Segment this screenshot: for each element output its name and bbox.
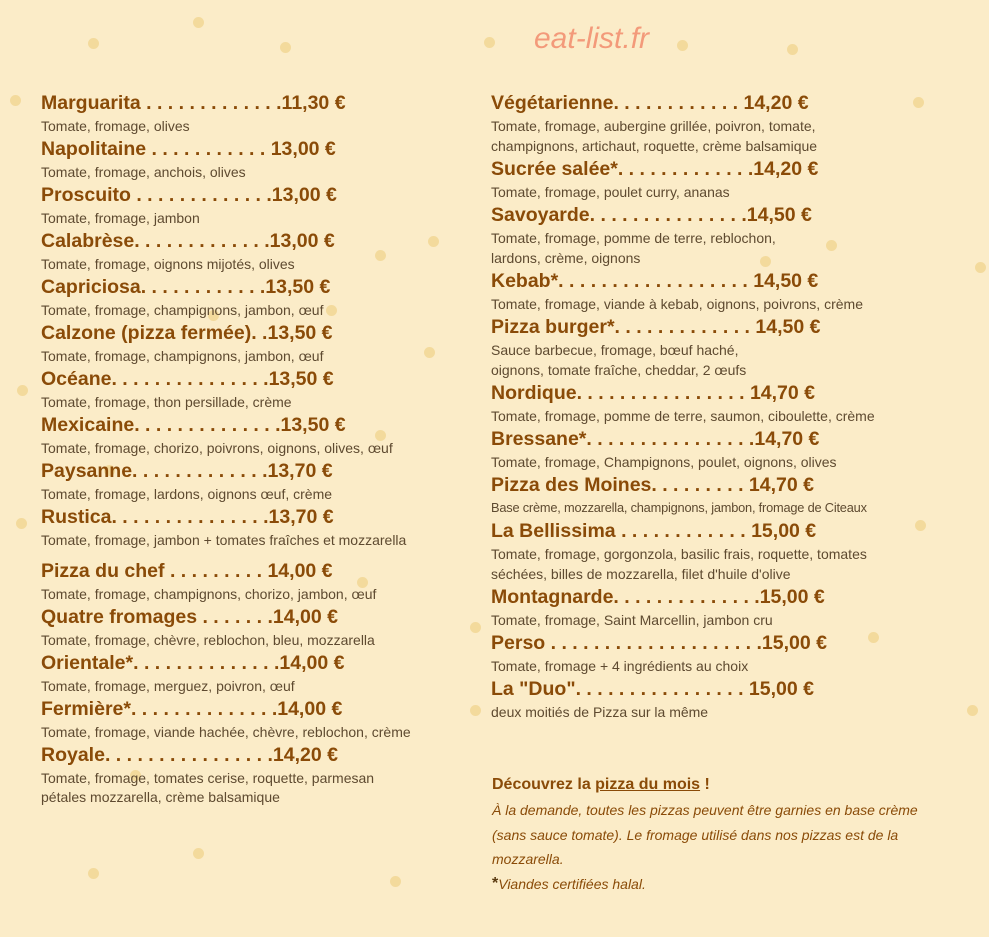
pizza-ingredients (491, 294, 971, 314)
pizza-ingredients (41, 585, 471, 604)
base-note-line: À la demande, toutes les pizzas peuvent être garnies en base crème (492, 802, 918, 818)
base-note-line: mozzarella. (492, 851, 564, 867)
pizza-name-price: Capriciosa. . . . . . . . . . . .13,50 € (41, 276, 331, 298)
pizza-ingredients (491, 610, 971, 630)
pizza-of-month-link[interactable]: pizza du mois (595, 776, 701, 793)
ingredients-line: Tomate, fromage, jambon + tomates fraîches et mozzarella (41, 532, 407, 548)
pizza-ingredients (491, 544, 971, 584)
menu-item (41, 228, 471, 274)
pizza-ingredients (491, 116, 971, 156)
pizza-of-month-title (492, 772, 972, 798)
ingredients-line: Tomate, fromage, pomme de terre, reblochon, (491, 230, 776, 246)
pizza-name-price: Calzone (pizza fermée). .13,50 € (41, 322, 333, 344)
ingredients-line: deux moitiés de Pizza sur la même (491, 704, 709, 720)
ingredients-line: champignons, artichaut, roquette, crème balsamique (491, 138, 818, 154)
asterisk: * (492, 874, 499, 892)
ingredients-line: Tomate, fromage, aubergine grillée, poivron, tomate, (491, 118, 816, 134)
ingredients-line: Tomate, fromage, poulet curry, ananas (491, 184, 730, 200)
menu-item (41, 90, 471, 136)
menu-item (491, 156, 971, 202)
pizza-ingredients (41, 439, 471, 458)
pizza-ingredients (491, 656, 971, 676)
base-note-line: (sans sauce tomate). Le fromage utilisé dans nos pizzas est de la (492, 826, 899, 843)
pizza-name-price: La Bellissima . . . . . . . . . . . . 15,00 € (491, 520, 817, 542)
ingredients-line: oignons, tomate fraîche, cheddar, 2 œufs (491, 362, 747, 378)
footer-info (492, 772, 972, 896)
ingredients-line: Tomate, fromage, chorizo, poivrons, oignons, olives, œuf (41, 440, 393, 456)
pizza-name-price: Royale. . . . . . . . . . . . . . . .14,20 € (41, 744, 338, 766)
ingredients-line: Tomate, fromage, tomates cerise, roquette, parmesan (41, 770, 375, 786)
pizza-name-price: La "Duo". . . . . . . . . . . . . . . . 15,00 € (491, 678, 814, 700)
ingredients-line: Tomate, fromage, pomme de terre, saumon, ciboulette, crème (491, 408, 875, 424)
ingredients-line: Tomate, fromage + 4 ingrédients au choix (491, 658, 749, 674)
pizza-ingredients (41, 163, 471, 182)
pizza-ingredients (41, 347, 471, 366)
pizza-ingredients (41, 209, 471, 228)
menu-item (491, 268, 971, 314)
ingredients-line: Tomate, fromage, anchois, olives (41, 164, 246, 180)
ingredients-line: Tomate, fromage, Saint Marcellin, jambon cru (491, 612, 773, 628)
pizza-ingredients (41, 485, 471, 504)
pizza-ingredients (41, 631, 471, 650)
pizza-name-price: Quatre fromages . . . . . . .14,00 € (41, 606, 338, 628)
menu-item (41, 412, 471, 458)
ingredients-line: Tomate, fromage, champignons, jambon, œuf (41, 348, 324, 364)
pizza-name-price: Fermière*. . . . . . . . . . . . . .14,00 € (41, 698, 343, 720)
menu-item (41, 182, 471, 228)
menu-item (41, 320, 471, 366)
pizza-ingredients (41, 769, 471, 807)
menu-item (491, 90, 971, 156)
halal-text: Viandes certifiées halal. (498, 875, 646, 892)
pizza-ingredients (491, 228, 971, 268)
pizza-name-price: Paysanne. . . . . . . . . . . . .13,70 € (41, 460, 333, 482)
menu-column-left (41, 90, 471, 807)
ingredients-line: Sauce barbecue, fromage, bœuf haché, (491, 342, 739, 358)
menu-item (491, 630, 971, 676)
pizza-ingredients (491, 340, 971, 380)
menu-item (41, 366, 471, 412)
ingredients-line: Tomate, fromage, olives (41, 118, 190, 134)
pizza-ingredients (491, 702, 971, 722)
pizza-name-price: Bressane*. . . . . . . . . . . . . . . .14,70 € (491, 428, 820, 450)
pizza-ingredients (41, 531, 471, 550)
menu-item (41, 696, 471, 742)
pizza-of-month-prefix: Découvrez la (492, 776, 596, 793)
pizza-name-price: Rustica. . . . . . . . . . . . . . .13,70 € (41, 506, 334, 528)
menu-item (491, 202, 971, 268)
ingredients-line: Tomate, fromage, jambon (41, 210, 200, 226)
pizza-name-price: Montagnarde. . . . . . . . . . . . . .15,00 € (491, 586, 825, 608)
ingredients-line: Tomate, fromage, champignons, jambon, œuf (41, 302, 324, 318)
pizza-name-price: Marguarita . . . . . . . . . . . . .11,30 € (41, 92, 346, 114)
pizza-ingredients (41, 677, 471, 696)
ingredients-line: Tomate, fromage, lardons, oignons œuf, crème (41, 486, 333, 502)
ingredients-line: Tomate, fromage, Champignons, poulet, oignons, olives (491, 454, 837, 470)
menu-item (491, 314, 971, 380)
menu-item (41, 136, 471, 182)
ingredients-line: Tomate, fromage, chèvre, reblochon, bleu, mozzarella (41, 632, 375, 648)
menu-column-right (491, 90, 971, 722)
menu-item (41, 604, 471, 650)
pizza-ingredients (491, 406, 971, 426)
pizza-name-price: Végétarienne. . . . . . . . . . . . 14,20 € (491, 92, 809, 114)
pizza-of-month-suffix: ! (700, 776, 710, 793)
pizza-ingredients (491, 452, 971, 472)
ingredients-line: pétales mozzarella, crème balsamique (41, 789, 280, 805)
pizza-name-price: Mexicaine. . . . . . . . . . . . . .13,50 € (41, 414, 346, 436)
pizza-ingredients (41, 723, 471, 742)
menu-item (491, 518, 971, 584)
pizza-name-price: Pizza du chef . . . . . . . . . 14,00 € (41, 560, 333, 582)
pizza-name-price: Perso . . . . . . . . . . . . . . . . . . . .15,00 € (491, 632, 827, 654)
ingredients-line: Tomate, fromage, viande hachée, chèvre, reblochon, crème (41, 724, 411, 740)
pizza-name-price: Orientale*. . . . . . . . . . . . . .14,00 € (41, 652, 345, 674)
menu-item (41, 558, 471, 604)
menu-item (41, 274, 471, 320)
pizza-ingredients (41, 393, 471, 412)
menu-item (491, 472, 971, 518)
menu-item (491, 676, 971, 722)
pizza-name-price: Pizza des Moines. . . . . . . . . 14,70 € (491, 474, 814, 496)
pizza-ingredients (491, 498, 971, 518)
pizza-name-price: Océane. . . . . . . . . . . . . . .13,50 € (41, 368, 334, 390)
watermark: eat-list.fr (534, 22, 650, 55)
pizza-name-price: Calabrèse. . . . . . . . . . . . .13,00 € (41, 230, 335, 252)
menu-item (41, 504, 471, 550)
ingredients-line: Tomate, fromage, gorgonzola, basilic frais, roquette, tomates (491, 546, 867, 562)
pizza-name-price: Pizza burger*. . . . . . . . . . . . . 14,50 € (491, 316, 821, 338)
halal-note (492, 872, 972, 897)
ingredients-line: séchées, billes de mozzarella, filet d'huile d'olive (491, 566, 791, 582)
pizza-ingredients (491, 182, 971, 202)
pizza-name-price: Savoyarde. . . . . . . . . . . . . . .14,50 € (491, 204, 812, 226)
menu-item (41, 650, 471, 696)
pizza-ingredients (41, 255, 471, 274)
pizza-ingredients (41, 117, 471, 136)
pizza-name-price: Sucrée salée*. . . . . . . . . . . . .14,20 € (491, 158, 819, 180)
base-note (492, 798, 972, 896)
menu-item (41, 742, 471, 807)
menu-item (491, 584, 971, 630)
menu-item (491, 380, 971, 426)
pizza-ingredients (41, 301, 471, 320)
ingredients-line: Tomate, fromage, champignons, chorizo, jambon, œuf (41, 586, 377, 602)
ingredients-line: Tomate, fromage, oignons mijotés, olives (41, 256, 295, 272)
pizza-name-price: Napolitaine . . . . . . . . . . . 13,00 € (41, 138, 336, 160)
pizza-name-price: Nordique. . . . . . . . . . . . . . . . 14,70 € (491, 382, 816, 404)
menu-item (491, 426, 971, 472)
pizza-name-price: Kebab*. . . . . . . . . . . . . . . . . . 14,50 € (491, 270, 819, 292)
pizza-name-price: Proscuito . . . . . . . . . . . . .13,00 € (41, 184, 337, 206)
ingredients-line: Tomate, fromage, viande à kebab, oignons, poivrons, crème (491, 296, 863, 312)
ingredients-line: Tomate, fromage, merguez, poivron, œuf (41, 678, 295, 694)
ingredients-line: Tomate, fromage, thon persillade, crème (41, 394, 292, 410)
menu-item (41, 458, 471, 504)
ingredients-line: Base crème, mozzarella, champignons, jambon, fromage de Citeaux (491, 500, 867, 515)
ingredients-line: lardons, crème, oignons (491, 250, 641, 266)
